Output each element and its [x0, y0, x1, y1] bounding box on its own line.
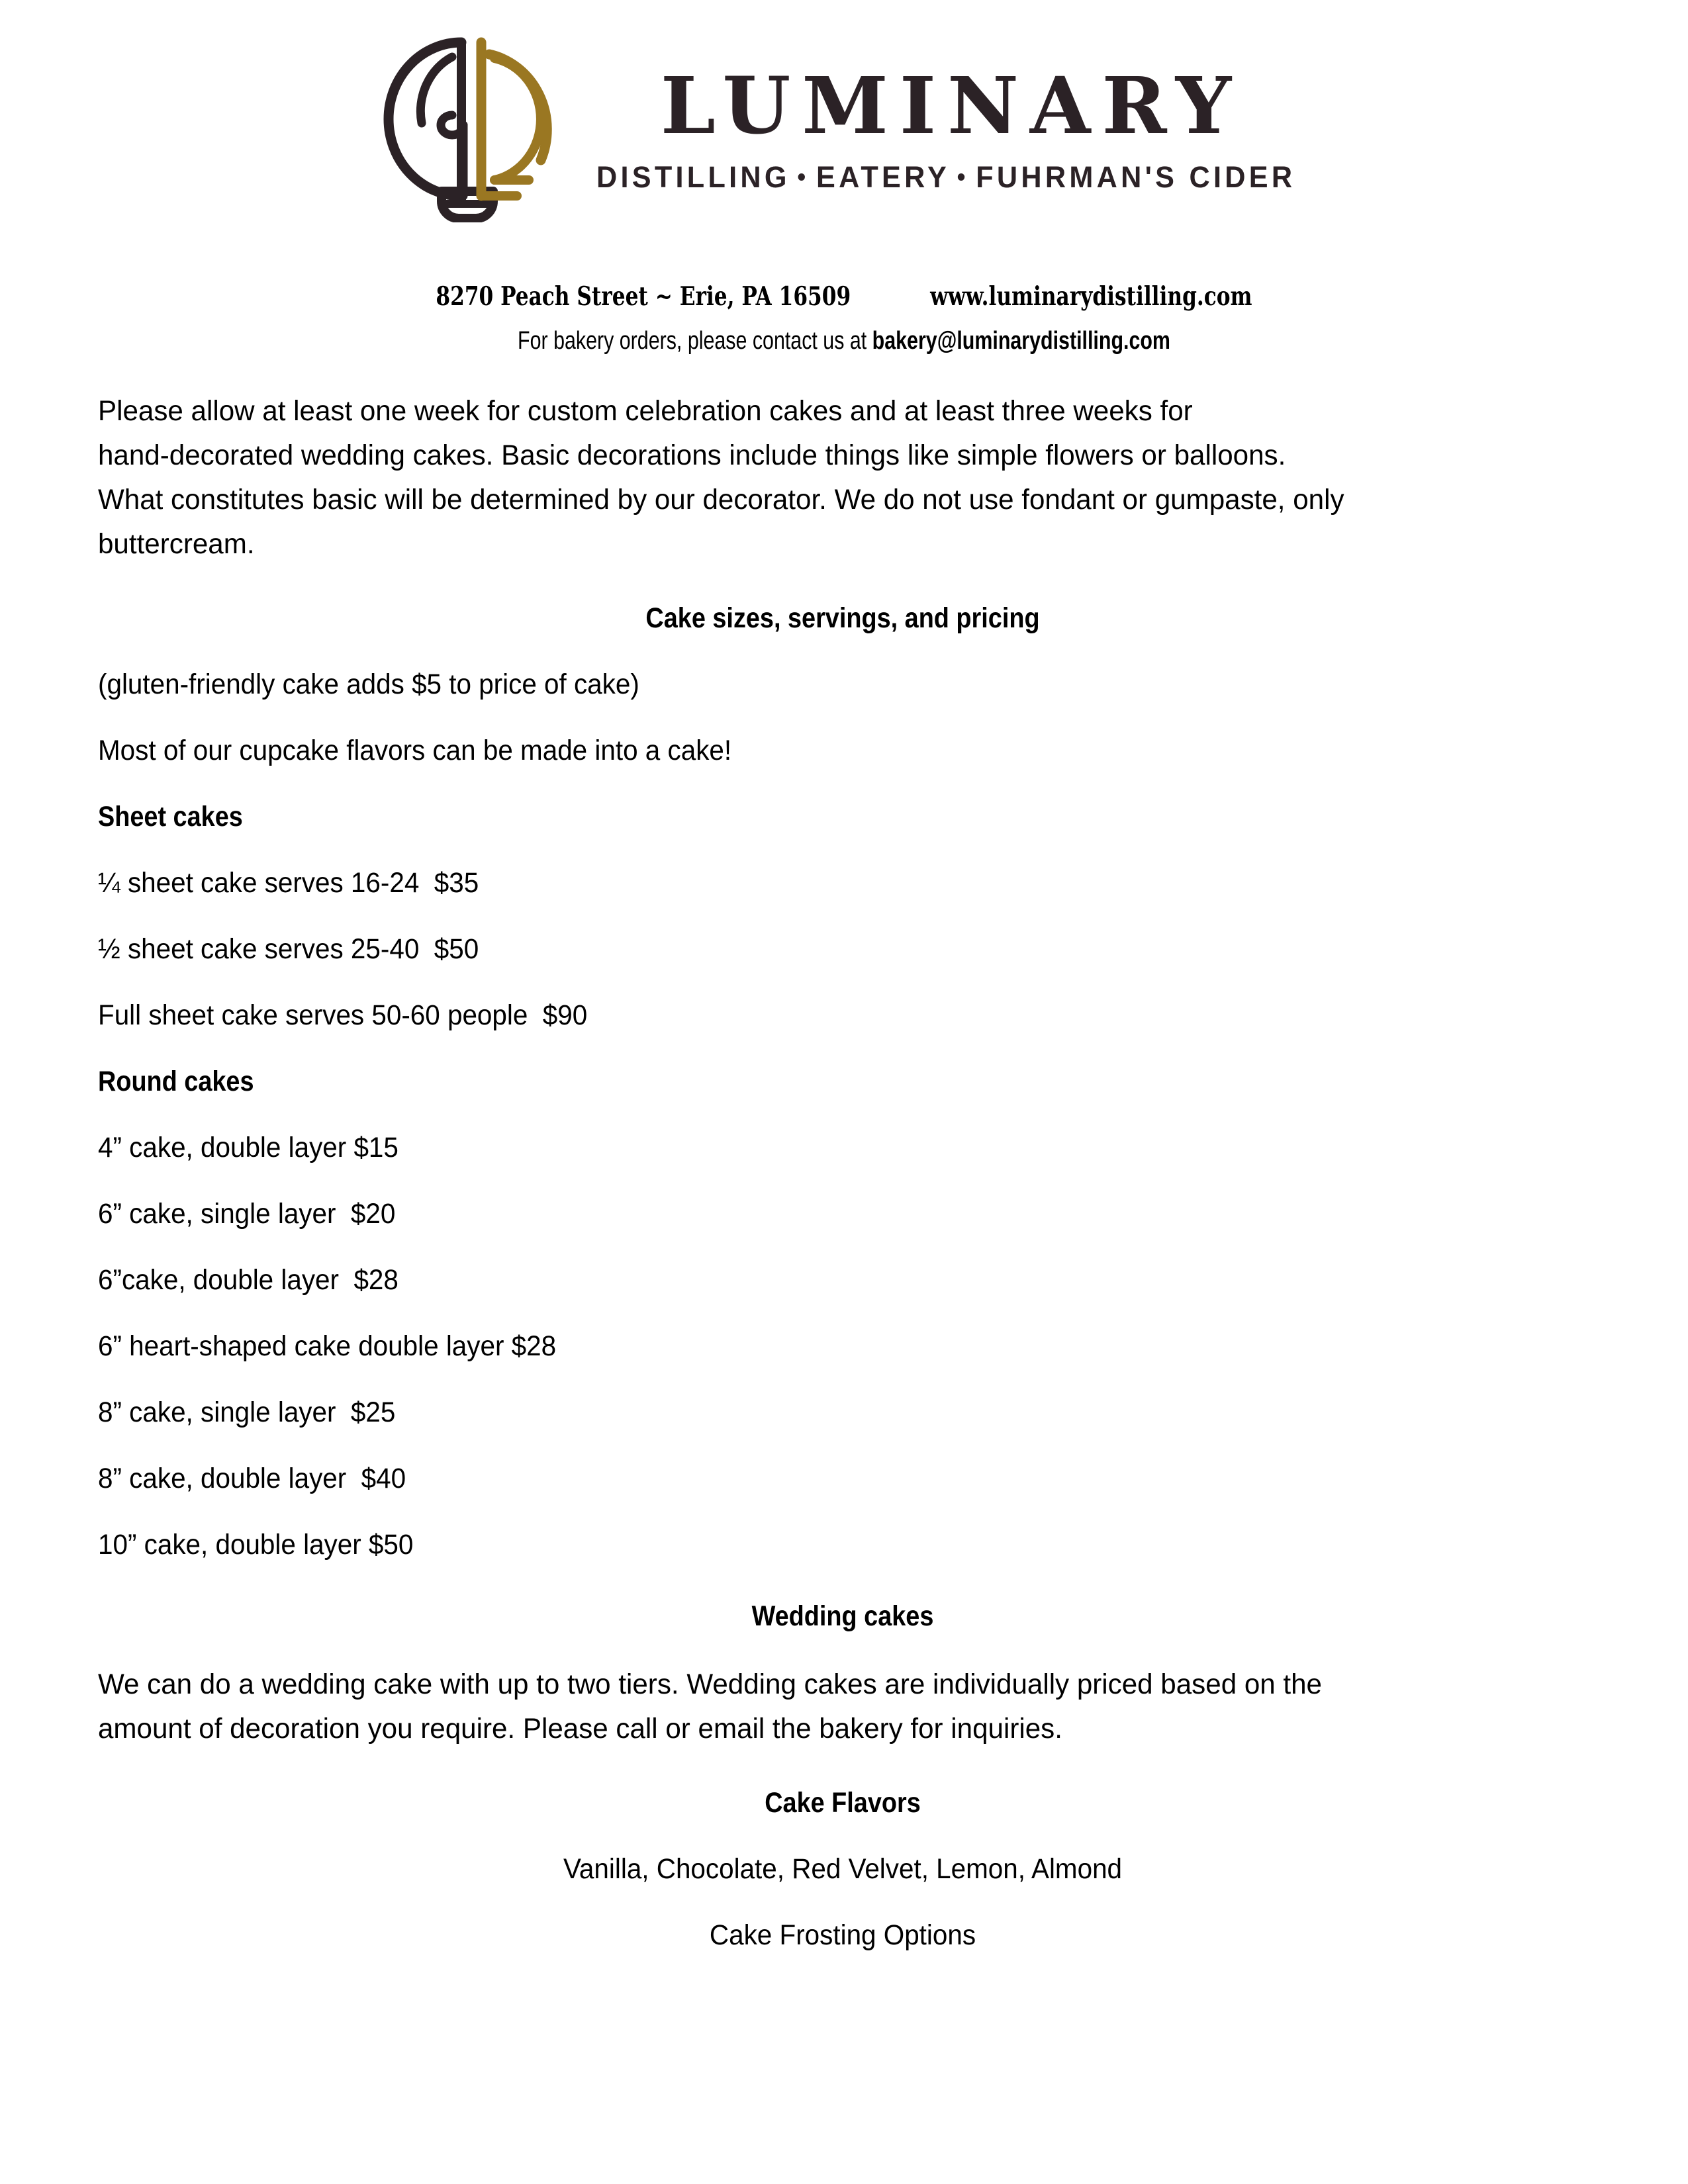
- sheet-cake-item: ½ sheet cake serves 25-40 $50: [98, 933, 479, 965]
- tagline-cider: FUHRMAN'S CIDER: [976, 159, 1296, 194]
- spacer-5: [98, 837, 1587, 863]
- round-cake-item: 4” cake, double layer $15: [98, 1132, 399, 1163]
- round-cake-item: 8” cake, single layer $25: [98, 1396, 396, 1428]
- spacer-7: [98, 969, 1587, 995]
- bakery-contact-prefix: For bakery orders, please contact us at: [518, 327, 872, 355]
- spacer-10: [98, 1167, 1587, 1194]
- logo-lockup: [378, 30, 1310, 222]
- wedding-line-1: We can do a wedding cake with up to two tiers. Wedding cakes are individually priced based on the: [98, 1668, 1322, 1700]
- letterhead-masthead: [0, 30, 1688, 222]
- sheet-cake-item: Full sheet cake serves 50-60 people $90: [98, 999, 588, 1031]
- cake-frosting-options-heading: Cake Frosting Options: [709, 1919, 976, 1951]
- round-cake-item: 10” cake, double layer $50: [98, 1529, 414, 1561]
- bakery-email[interactable]: bakery@luminarydistilling.com: [872, 327, 1170, 355]
- address-line: [169, 281, 1519, 312]
- website-url[interactable]: www.luminarydistilling.com: [930, 281, 1252, 312]
- spacer-17: [98, 1636, 1587, 1662]
- tagline-distilling: DISTILLING: [596, 159, 790, 194]
- spacer-2: [98, 638, 1587, 664]
- spacer-1: [98, 567, 1587, 598]
- spacer-6: [98, 903, 1587, 929]
- spacer-19: [98, 1823, 1587, 1849]
- spacer-14: [98, 1432, 1587, 1459]
- cupcake-note: Most of our cupcake flavors can be made into a cake!: [98, 735, 732, 766]
- round-cakes-heading: Round cakes: [98, 1066, 254, 1097]
- spacer-20: [98, 1889, 1587, 1915]
- spacer-3: [98, 704, 1587, 731]
- spacer-4: [98, 770, 1587, 797]
- round-cake-item: 8” cake, double layer $40: [98, 1463, 406, 1494]
- spacer-11: [98, 1234, 1587, 1260]
- brand-wordmark: LUMINARY: [660, 59, 1243, 152]
- wedding-cakes-heading: Wedding cakes: [751, 1600, 934, 1632]
- bakery-contact-line: [169, 327, 1519, 355]
- street-address: 8270 Peach Street ~ Erie, PA 16509: [436, 281, 851, 312]
- intro-paragraph: [98, 389, 1587, 567]
- round-cake-item: 6” cake, single layer $20: [98, 1198, 396, 1230]
- spacer-15: [98, 1498, 1587, 1525]
- intro-line-3: What constitutes basic will be determined by our decorator. We do not use fondant or gumpaste, only: [98, 484, 1344, 516]
- spacer-9: [98, 1101, 1587, 1128]
- gluten-note: (gluten-friendly cake adds $5 to price of cake): [98, 668, 639, 700]
- spacer-13: [98, 1366, 1587, 1392]
- brand-tagline: [596, 159, 1296, 194]
- cake-flavors-heading: Cake Flavors: [765, 1787, 921, 1819]
- intro-line-4: buttercream.: [98, 528, 255, 560]
- spacer-8: [98, 1035, 1587, 1062]
- intro-line-1: Please allow at least one week for custom celebration cakes and at least three weeks for: [98, 395, 1193, 427]
- tagline-bullet-icon: •: [797, 163, 810, 191]
- intro-line-2: hand-decorated wedding cakes. Basic decorations include things like simple flowers or balloons.: [98, 439, 1286, 471]
- spacer-16: [98, 1565, 1587, 1596]
- sheet-cakes-heading: Sheet cakes: [98, 801, 243, 833]
- pricing-heading: Cake sizes, servings, and pricing: [645, 602, 1040, 634]
- tagline-bullet-icon-2: •: [957, 163, 969, 191]
- cake-flavors-list: Vanilla, Chocolate, Red Velvet, Lemon, Almond: [563, 1853, 1123, 1885]
- tagline-eatery: EATERY: [816, 159, 950, 194]
- sheet-cake-item: ¼ sheet cake serves 16-24 $35: [98, 867, 479, 899]
- wedding-line-2: amount of decoration you require. Please call or email the bakery for inquiries.: [98, 1713, 1062, 1745]
- document-body: [98, 389, 1587, 1955]
- round-cake-item: 6”cake, double layer $28: [98, 1264, 399, 1296]
- brand-text-lockup: [582, 59, 1310, 194]
- round-cake-item: 6” heart-shaped cake double layer $28: [98, 1330, 557, 1362]
- spacer-12: [98, 1300, 1587, 1326]
- wedding-paragraph: [98, 1662, 1587, 1751]
- spacer-18: [98, 1751, 1587, 1783]
- lightbulb-logo-icon: [378, 30, 555, 222]
